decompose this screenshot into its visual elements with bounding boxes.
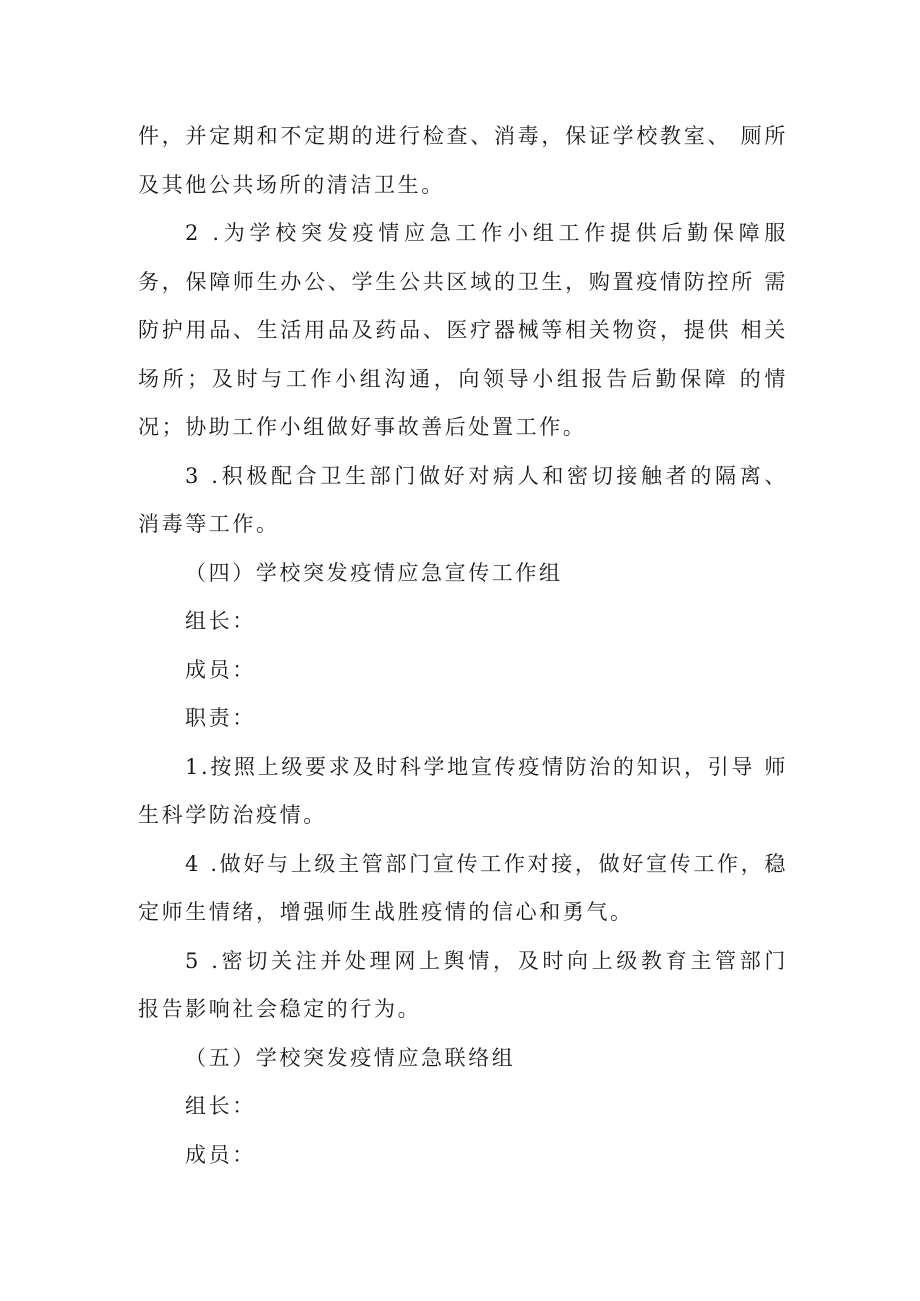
paragraph-duty-4: 4 .做好与上级主管部门宣传工作对接，做好宣传工作，稳定师生情绪，增强师生战胜疫情的信心和勇气。 [138, 851, 788, 924]
label-leader-liaison: 组长： [185, 1094, 256, 1118]
paragraph-duty-1: 1.按照上级要求及时科学地宣传疫情防治的知识，引导 师生科学防治疫情。 [138, 754, 788, 827]
label-members-liaison: 成员： [185, 1142, 256, 1167]
paragraph-item-3: 3 .积极配合卫生部门做好对病人和密切接触者的隔离、 消毒等工作。 [138, 463, 788, 536]
section-heading-liaison: （五）学校突发疫情应急联络组 [185, 1045, 516, 1070]
document-body [138, 112, 788, 1179]
label-members: 成员： [185, 657, 256, 682]
label-leader: 组长： [185, 609, 256, 633]
paragraph-continuation: 件，并定期和不定期的进行检查、消毒，保证学校教室、 厕所及其他公共场所的清洁卫生。 [138, 124, 788, 197]
label-duties: 职责： [185, 706, 256, 730]
section-heading-publicity: （四）学校突发疫情应急宣传工作组 [185, 560, 563, 585]
paragraph-duty-5: 5 .密切关注并处理网上舆情，及时向上级教育主管部门 报告影响社会稳定的行为。 [138, 948, 788, 1021]
paragraph-item-2: 2 .为学校突发疫情应急工作小组工作提供后勤保障服 务，保障师生办公、学生公共区域的卫生，购置疫情防控所 需防护用品、生活用品及药品、医疗器械等相关物资，提供 相关场所；及时与工作小组沟通，向领导小组报告后勤保障 的情况；协助工作小组做好事故善后处置工作。 [138, 221, 788, 439]
